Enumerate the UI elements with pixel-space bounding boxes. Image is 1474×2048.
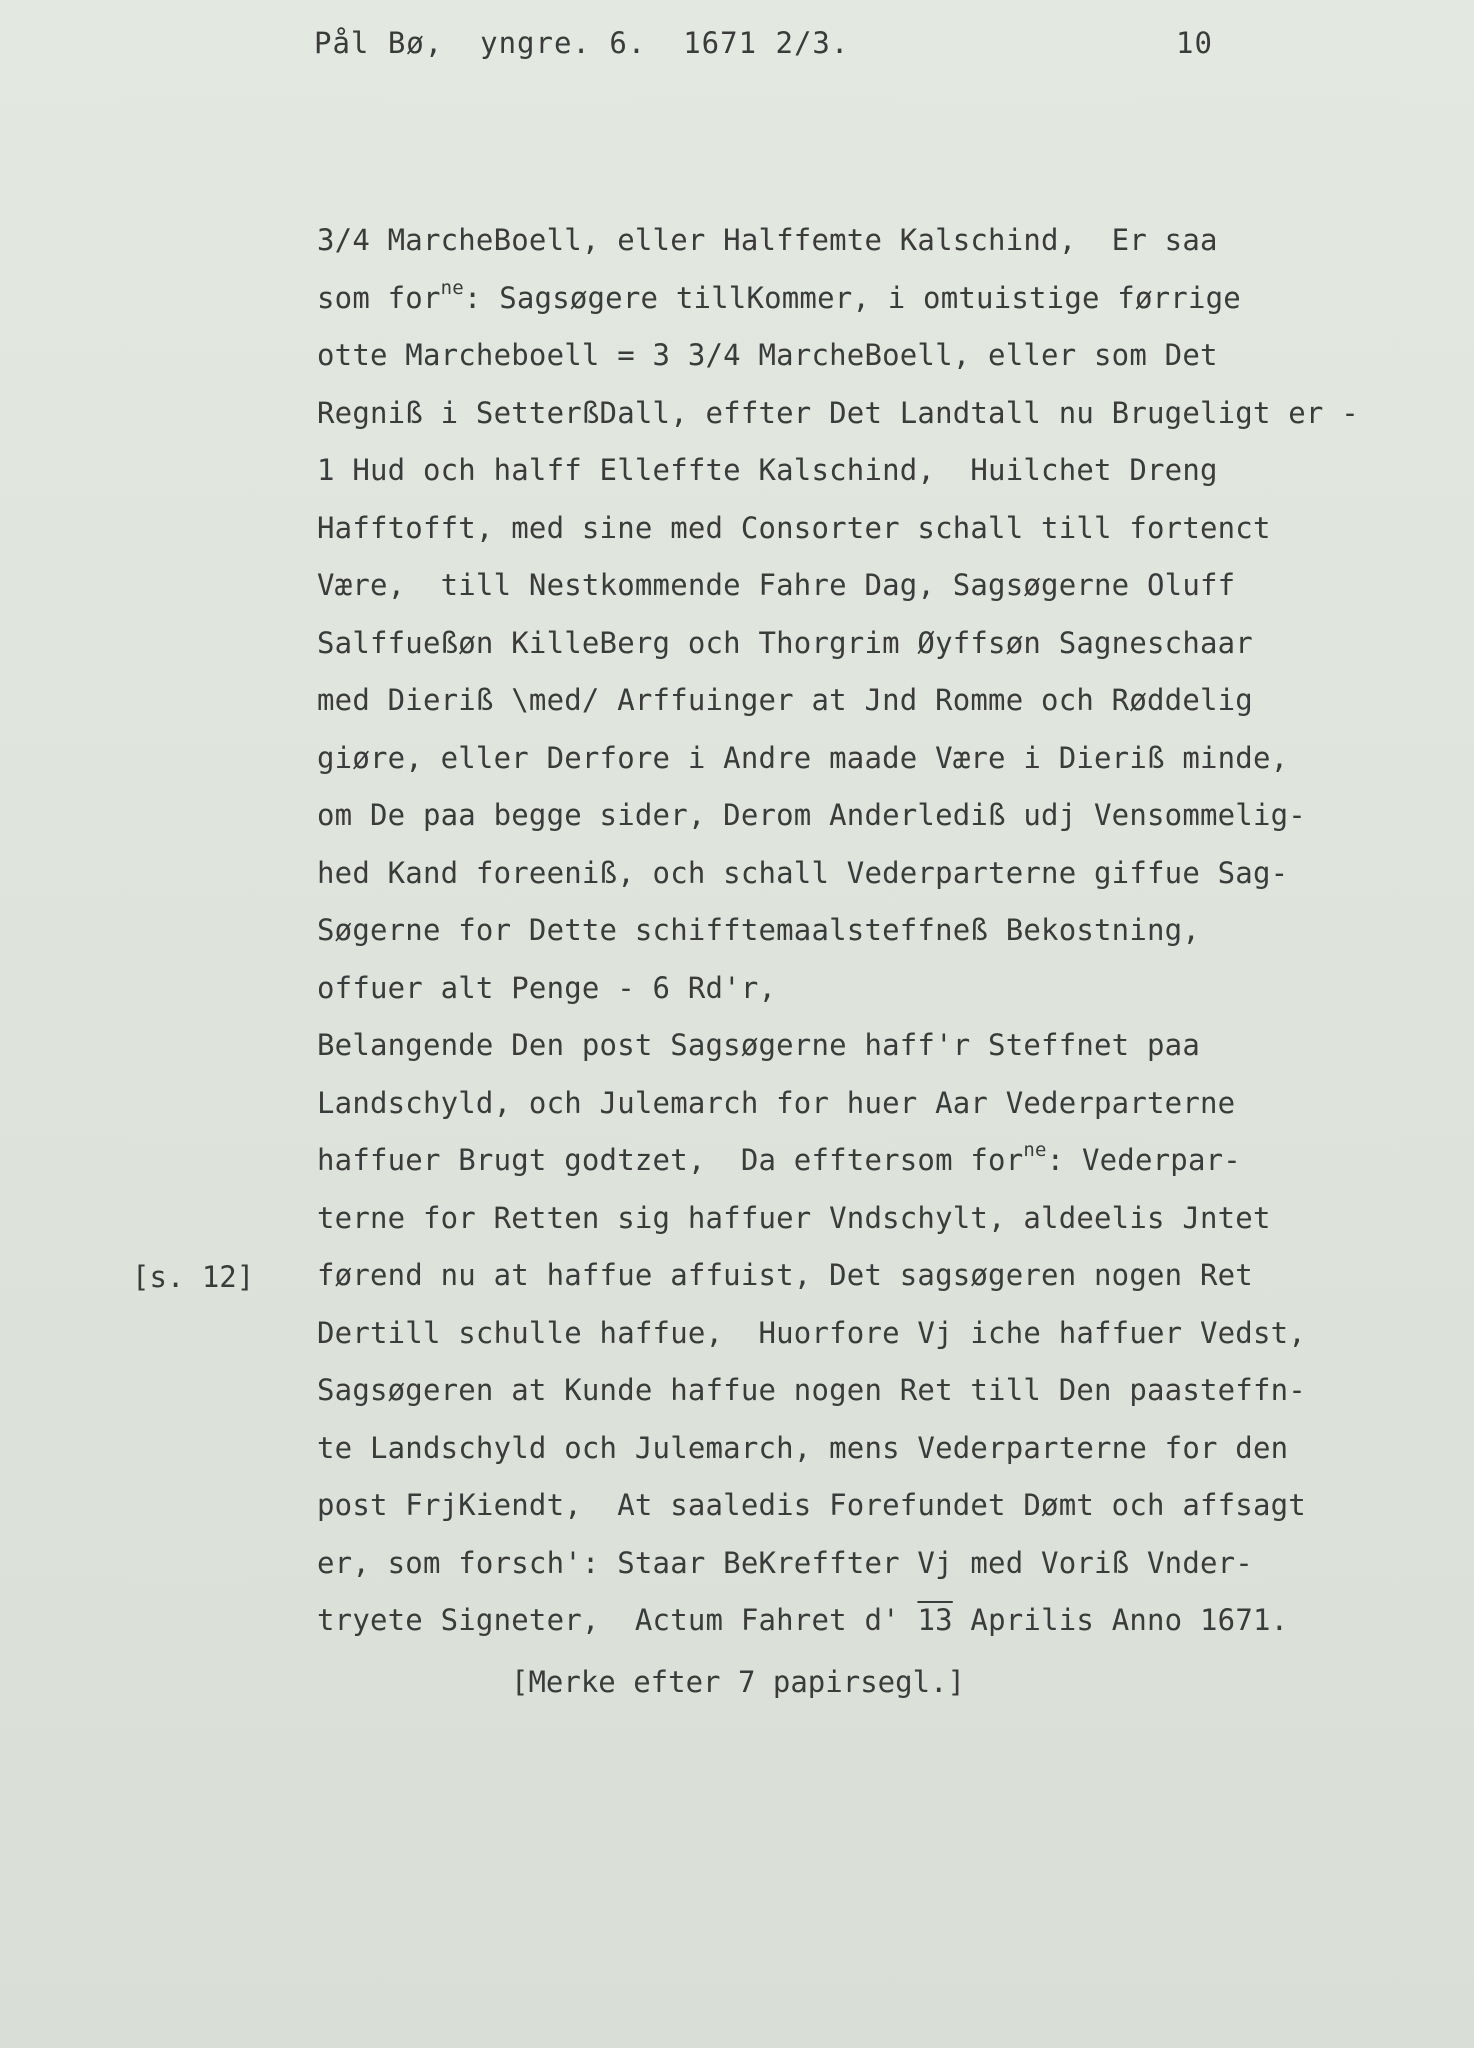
text-line: 3/4 MarcheBoell, eller Halffemte Kalschind, Er saa [317,223,1218,257]
text-line: haffuer Brugt godtzet, Da efftersom for$^{ne}$: Vederpar- [317,1139,1241,1177]
text-line: terne for Retten sig haffuer Vndschylt, aldeelis Jntet [317,1200,1271,1235]
text-line: Regniß i SetterßDall, effter Det Landtall nu Brugeligt er - [317,395,1359,430]
text-line: offuer alt Penge - 6 Rd'r, [317,970,777,1005]
margin-page-reference: [s. 12] [132,1260,255,1294]
text-line: otte Marcheboell = 3 3/4 MarcheBoell, eller som Det [317,338,1218,372]
transcription-body [317,212,1437,1650]
text-line: te Landschyld och Julemarch, mens Vederparterne for den [317,1430,1289,1465]
closing-note: [Merke efter 7 papirsegl.] [511,1665,965,1699]
text-line: Være, till Nestkommende Fahre Dag, Sagsøgerne Oluff [317,568,1236,602]
text-line: tryete Signeter, Actum Fahret d' 13 Aprilis Anno 1671. [317,1603,1289,1637]
text-line: 1 Hud och halff Elleffte Kalschind, Huilchet Dreng [317,453,1218,487]
page-number: 10 [1176,26,1213,60]
text-line: førend nu at haffue affuist, Det sagsøgeren nogen Ret [317,1258,1253,1292]
text-line: om De paa begge sider, Derom Anderlediß udj Vensommelig- [317,798,1306,832]
page-header: Pål Bø, yngre. 6. 1671 2/3. [314,26,850,60]
text-line: Salffueßøn KilleBerg och Thorgrim Øyffsøn Sagneschaar [317,625,1253,660]
text-line: Dertill schulle haffue, Huorfore Vj iche haffuer Vedst, [317,1315,1306,1350]
text-line: post FrjKiendt, At saaledis Forefundet Dømt och affsagt [317,1488,1306,1522]
text-line: Søgerne for Dette schifftemaalsteffneß Bekostning, [317,913,1200,947]
text-line: Hafftofft, med sine med Consorter schall till fortenct [317,510,1271,545]
text-line: med Dieriß \med/ Arffuinger at Jnd Romme och Røddelig [317,683,1253,717]
text-line: Sagsøgeren at Kunde haffue nogen Ret till Den paasteffn- [317,1373,1306,1407]
text-line: hed Kand foreeniß, och schall Vederparterne giffue Sag- [317,855,1289,890]
text-line: Landschyld, och Julemarch for huer Aar Vederparterne [317,1085,1236,1120]
text-line: som for$^{ne}$: Sagsøgere tillKommer, i omtuistige førrige [317,276,1241,315]
text-line: giøre, eller Derfore i Andre maade Være i Dieriß minde, [317,740,1289,775]
text-line: Belangende Den post Sagsøgerne haff'r Steffnet paa [317,1028,1200,1062]
text-line: er, som forsch': Staar BeKreffter Vj med Voriß Vnder- [317,1545,1253,1580]
